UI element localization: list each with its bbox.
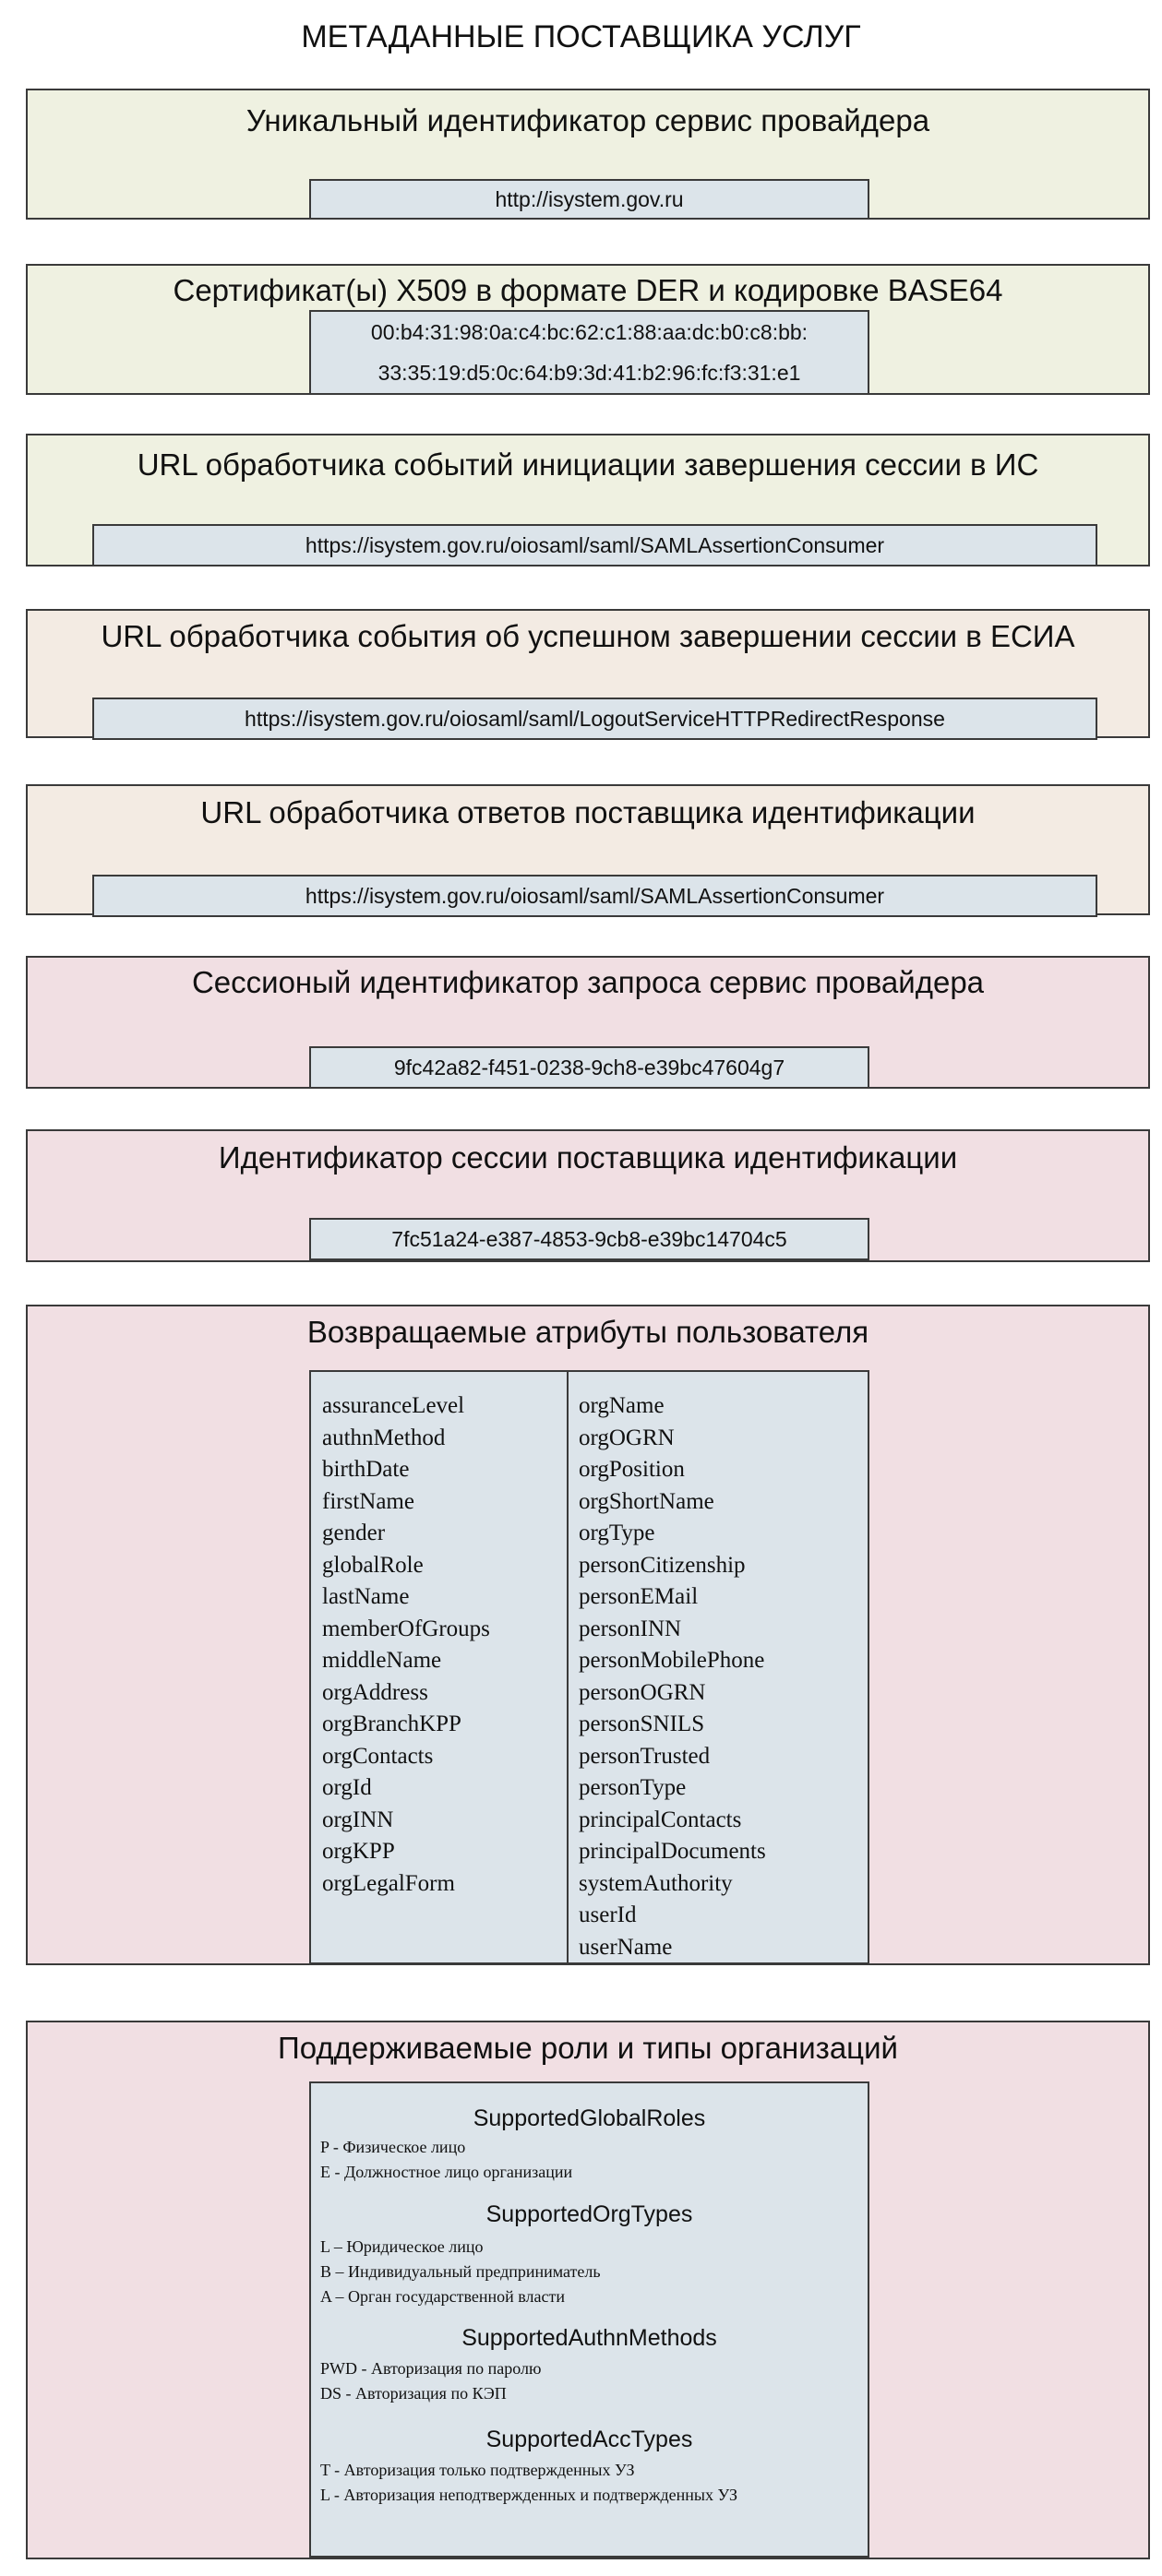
logout-success-panel [26,609,1150,738]
org-type-line: B – Индивидуальный предприниматель [320,2262,601,2281]
idp-session-value: 7fc51a24-e387-4853-9cb8-e39bc14704c5 [309,1218,869,1260]
authn-method-line: DS - Авторизация по КЭП [320,2384,507,2403]
attribute-item: userName [579,1934,673,1960]
attribute-item: orgId [322,1775,372,1800]
attribute-item: globalRole [322,1552,424,1578]
sp-id-panel [26,89,1150,220]
attribute-item: userId [579,1902,637,1927]
attribute-item: principalContacts [579,1807,742,1832]
attribute-item: lastName [322,1584,410,1609]
attribute-item: personOGRN [579,1679,706,1705]
attribute-item: orgContacts [322,1743,434,1769]
authn-method-line: PWD - Авторизация по паролю [320,2359,542,2378]
attributes-panel [26,1305,1150,1965]
attribute-item: personEMail [579,1584,699,1609]
supported-org-types-list [320,2235,601,2309]
attributes-left-column [322,1390,490,1900]
supported-acc-types-heading: SupportedAccTypes [485,2427,693,2452]
idp-session-title: Идентификатор сессии поставщика идентификации [218,1140,958,1175]
attribute-item: memberOfGroups [322,1616,490,1641]
attribute-item: personType [579,1775,687,1800]
attribute-item: orgLegalForm [322,1870,455,1896]
idp-response-panel [26,784,1150,915]
certificate-panel [26,264,1150,395]
attribute-item: personSNILS [579,1711,705,1736]
sp-id-value: http://isystem.gov.ru [309,179,869,220]
attribute-item: personTrusted [579,1743,711,1769]
sp-session-value: 9fc42a82-f451-0238-9ch8-e39bc47604g7 [309,1046,869,1089]
idp-session-panel [26,1129,1150,1262]
attributes-title: Возвращаемые атрибуты пользователя [306,1315,869,1349]
logout-success-value: https://isystem.gov.ru/oiosaml/saml/LogoutServiceHTTPRedirectResponse [92,698,1097,740]
idp-response-title: URL обработчика ответов поставщика идентификации [200,795,976,829]
attribute-item: orgName [579,1393,665,1418]
attribute-item: orgOGRN [579,1425,675,1450]
supported-authn-methods-list [320,2356,541,2406]
acc-type-line: T - Авторизация только подтвержденных УЗ [320,2461,635,2479]
org-type-line: L – Юридическое лицо [320,2237,484,2256]
sp-id-title: Уникальный идентификатор сервис провайдера [246,103,930,137]
attribute-item: middleName [322,1648,442,1673]
attribute-item: principalDocuments [579,1839,766,1864]
supported-acc-types-list [320,2458,737,2508]
sp-session-panel [26,956,1150,1089]
attribute-item: orgKPP [322,1839,395,1864]
roles-title: Поддерживаемые роли и типы организаций [278,2031,898,2065]
logout-success-title: URL обработчика события об успешном завершении сессии в ЕСИА [101,619,1075,653]
attribute-item: personMobilePhone [579,1648,765,1673]
certificate-value [309,310,869,395]
sp-session-title: Сессионый идентификатор запроса сервис провайдера [191,965,985,999]
certificate-line-2: 33:35:19:d5:0c:64:b9:3d:41:b2:96:fc:f3:31:e1 [377,361,801,385]
attributes-divider [567,1372,569,1962]
attribute-item: orgINN [322,1807,394,1832]
attribute-item: birthDate [322,1457,410,1482]
page-title: МЕТАДАННЫЕ ПОСТАВЩИКА УСЛУГ [301,19,861,54]
attribute-item: orgPosition [579,1457,685,1482]
attributes-table [309,1370,869,1964]
attribute-item: orgBranchKPP [322,1711,461,1736]
attribute-item: firstName [322,1488,414,1514]
acc-type-line: L - Авторизация неподтвержденных и подтвержденных УЗ [320,2486,737,2504]
attributes-right-column [579,1390,766,1963]
attribute-item: orgType [579,1521,655,1545]
attribute-item: personCitizenship [579,1552,746,1578]
supported-global-roles-list [320,2135,572,2185]
roles-panel [26,2021,1150,2559]
idp-response-value: https://isystem.gov.ru/oiosaml/saml/SAMLAssertionConsumer [92,875,1097,917]
org-type-line: A – Орган государственной власти [320,2287,566,2306]
supported-authn-methods-heading: SupportedAuthnMethods [461,2325,717,2351]
supported-global-roles-heading: SupportedGlobalRoles [473,2105,706,2131]
logout-init-title: URL обработчика событий инициации завершения сессии в ИС [137,447,1039,482]
certificate-line-1: 00:b4:31:98:0a:c4:bc:62:c1:88:aa:dc:b0:c8:bb: [370,320,809,344]
logout-init-value: https://isystem.gov.ru/oiosaml/saml/SAMLAssertionConsumer [92,524,1097,566]
attribute-item: orgShortName [579,1488,714,1514]
attribute-item: personINN [579,1616,682,1641]
supported-org-types-heading: SupportedOrgTypes [485,2201,693,2227]
roles-table [309,2081,869,2558]
attribute-item: gender [322,1521,386,1545]
attribute-item: authnMethod [322,1425,446,1450]
role-line: E - Должностное лицо организации [320,2163,573,2181]
attribute-item: systemAuthority [579,1870,733,1896]
logout-init-panel [26,434,1150,566]
attribute-item: assuranceLevel [322,1393,465,1418]
attribute-item: orgAddress [322,1679,428,1705]
certificate-title: Сертификат(ы) X509 в формате DER и кодировке BASE64 [173,273,1003,307]
role-line: P - Физическое лицо [320,2138,466,2156]
